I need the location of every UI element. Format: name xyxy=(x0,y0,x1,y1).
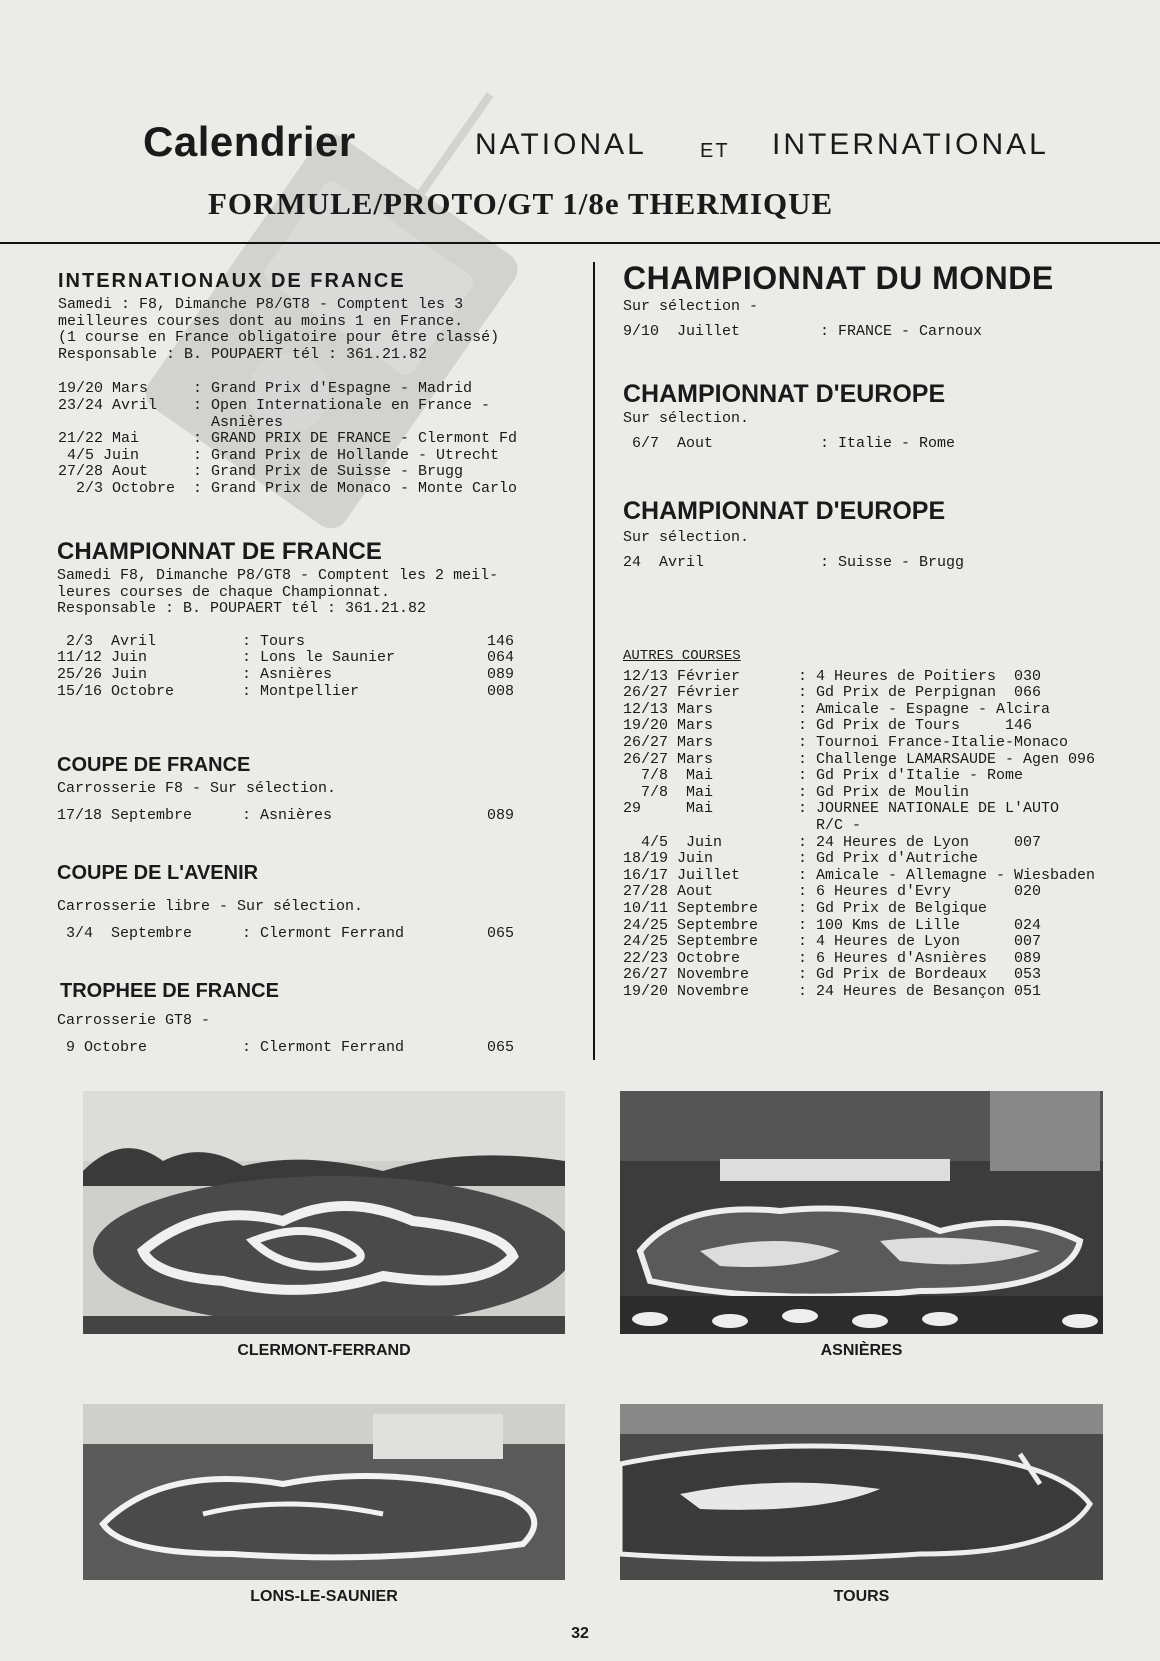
event-row xyxy=(623,818,1153,835)
event-date: 6/7 Aout xyxy=(623,434,714,452)
event-name: Grand Prix de Suisse - Brugg xyxy=(211,463,464,481)
championnat-france-events xyxy=(57,634,587,700)
event-date: 9/10 Juillet xyxy=(623,322,741,340)
event-place: : Clermont Ferrand xyxy=(242,924,405,942)
event-date: 26/27 Mars xyxy=(623,750,714,768)
event-date: 26/27 Novembre xyxy=(623,966,750,984)
championnat-france-title: CHAMPIONNAT DE FRANCE xyxy=(57,538,382,565)
event-date: 24/25 Septembre xyxy=(623,933,759,951)
trophee-intro: Carrosserie GT8 - xyxy=(57,1012,211,1029)
event-row xyxy=(623,835,1153,852)
event-row xyxy=(623,951,1153,968)
internationaux-events xyxy=(58,381,588,497)
event-row xyxy=(57,667,587,684)
event-row xyxy=(623,718,1153,735)
event-sep: : xyxy=(193,446,203,464)
event-row xyxy=(58,398,588,415)
event-name: : Gd Prix de Tours 146 xyxy=(798,717,1033,735)
event-row xyxy=(623,934,1153,951)
intro-line: Samedi F8, Dimanche P8/GT8 - Comptent les 2 meil- xyxy=(57,567,499,584)
event-name: : Gd Prix d'Italie - Rome xyxy=(798,767,1024,785)
event-row xyxy=(58,481,588,498)
europe1-event xyxy=(623,436,1143,453)
event-date: 22/23 Octobre xyxy=(623,949,741,967)
event-code: 146 xyxy=(487,632,515,650)
event-row xyxy=(623,669,1153,686)
caption-asnieres: ASNIÈRES xyxy=(820,1342,903,1359)
event-row xyxy=(623,685,1153,702)
event-date: 4/5 Juin xyxy=(623,833,723,851)
europe1-intro: Sur sélection. xyxy=(623,410,750,427)
caption-clermont: CLERMONT-FERRAND xyxy=(237,1342,411,1359)
event-name: : 24 Heures de Lyon 007 xyxy=(798,833,1042,851)
event-date: 12/13 Mars xyxy=(623,700,714,718)
championnat-france-intro xyxy=(57,568,587,618)
event-place: : Asnières xyxy=(242,665,333,683)
event-code: 065 xyxy=(487,924,515,942)
event-code: 065 xyxy=(487,1038,515,1056)
event-name: : Challenge LAMARSAUDE - Agen 096 xyxy=(798,750,1096,768)
trophee-title: TROPHEE DE FRANCE xyxy=(60,980,279,1002)
coupe-avenir-section xyxy=(57,862,587,942)
event-date: 17/18 Septembre xyxy=(57,806,193,824)
event-name: Grand Prix d'Espagne - Madrid xyxy=(211,380,473,398)
monde-event xyxy=(623,324,1143,341)
intro-line: leures courses de chaque Championnat. xyxy=(57,583,391,601)
event-date: 2/3 Avril xyxy=(57,632,157,650)
intro-line: Responsable : B. POUPAERT tél : 361.21.82 xyxy=(57,600,427,618)
event-name: : JOURNEE NATIONALE DE L'AUTO xyxy=(798,800,1060,818)
event-place: : Lons le Saunier xyxy=(242,649,396,667)
event-date: 26/27 Mars xyxy=(623,733,714,751)
event-row xyxy=(623,752,1153,769)
autres-section xyxy=(623,648,1153,1000)
event-name: : Amicale - Espagne - Alcira xyxy=(798,700,1051,718)
header-divider xyxy=(0,242,1160,244)
event-code: 089 xyxy=(487,806,515,824)
monde-title: CHAMPIONNAT DU MONDE xyxy=(623,260,1054,296)
event-row xyxy=(58,415,588,432)
event-place: : Suisse - Brugg xyxy=(820,553,965,571)
event-date: 7/8 Mai xyxy=(623,767,714,785)
intro-line: Responsable : B. POUPAERT tél : 361.21.82 xyxy=(58,345,428,363)
event-sep: : xyxy=(193,380,203,398)
event-row xyxy=(58,381,588,398)
monde-intro: Sur sélection - xyxy=(623,298,759,315)
event-date: 7/8 Mai xyxy=(623,783,714,801)
event-row xyxy=(623,884,1153,901)
event-date: 24 Avril xyxy=(623,553,705,571)
event-row xyxy=(623,868,1153,885)
event-code: 064 xyxy=(487,649,515,667)
event-date: 16/17 Juillet xyxy=(623,866,741,884)
column-divider xyxy=(593,262,595,1060)
event-date: 12/13 Février xyxy=(623,667,741,685)
europe2-event xyxy=(623,555,1143,572)
event-name: : Tournoi France-Italie-Monaco xyxy=(798,733,1069,751)
event-date: 18/19 Juin xyxy=(623,850,714,868)
event-row xyxy=(623,967,1153,984)
event-date: 2/3 Octobre xyxy=(58,479,176,497)
event-place: : FRANCE - Carnoux xyxy=(820,322,983,340)
event-date: 27/28 Aout xyxy=(58,463,149,481)
title-international: INTERNATIONAL xyxy=(772,128,1049,161)
event-date: 4/5 Juin xyxy=(58,446,140,464)
event-date: 15/16 Octobre xyxy=(57,682,175,700)
event-row xyxy=(623,735,1153,752)
intro-line: meilleures courses dont au moins 1 en France. xyxy=(58,312,464,330)
event-date: 3/4 Septembre xyxy=(57,924,193,942)
europe1-section xyxy=(623,380,1143,452)
event-sep: : xyxy=(193,430,203,448)
event-place: : Clermont Ferrand xyxy=(242,1038,405,1056)
monde-section xyxy=(623,260,1143,340)
event-name: Open Internationale en France - xyxy=(211,396,491,414)
event-date: 19/20 Mars xyxy=(623,717,714,735)
title-et: ET xyxy=(700,140,730,162)
autres-events xyxy=(623,669,1153,1001)
event-code: 008 xyxy=(487,682,515,700)
event-name: R/C - xyxy=(798,816,862,834)
event-name: : Gd Prix de Belgique xyxy=(798,899,988,917)
europe1-title: CHAMPIONNAT D'EUROPE xyxy=(623,380,946,408)
event-row xyxy=(623,801,1153,818)
event-code: 089 xyxy=(487,665,515,683)
coupe-avenir-intro: Carrosserie libre - Sur sélection. xyxy=(57,898,364,915)
event-row xyxy=(623,851,1153,868)
event-sep xyxy=(193,415,211,432)
event-name: GRAND PRIX DE FRANCE - Clermont Fd xyxy=(211,430,518,448)
event-row xyxy=(57,684,587,701)
event-date: 27/28 Aout xyxy=(623,883,714,901)
event-date: 24/25 Septembre xyxy=(623,916,759,934)
event-name: : 6 Heures d'Asnières 089 xyxy=(798,949,1042,967)
event-name: : Amicale - Allemagne - Wiesbaden xyxy=(798,866,1096,884)
event-date xyxy=(58,415,193,432)
event-name: : 6 Heures d'Evry 020 xyxy=(798,883,1042,901)
event-row xyxy=(623,785,1153,802)
event-date: 11/12 Juin xyxy=(57,649,148,667)
coupe-france-title: COUPE DE FRANCE xyxy=(57,754,251,776)
event-date xyxy=(623,818,798,835)
europe2-section xyxy=(623,497,1143,571)
event-place: : Tours xyxy=(242,632,306,650)
event-row xyxy=(623,901,1153,918)
event-sep: : xyxy=(193,396,203,414)
event-row xyxy=(623,768,1153,785)
event-date: 23/24 Avril xyxy=(58,396,158,414)
event-row xyxy=(58,448,588,465)
event-name: Grand Prix de Hollande - Utrecht xyxy=(211,446,500,464)
page-title-calendrier: Calendrier xyxy=(143,118,356,165)
intro-line: (1 course en France obligatoire pour être classé) xyxy=(58,329,500,347)
event-date: 25/26 Juin xyxy=(57,665,148,683)
event-name: : 100 Kms de Lille 024 xyxy=(798,916,1042,934)
caption-lons: LONS-LE-SAUNIER xyxy=(250,1588,398,1605)
intro-line: Samedi : F8, Dimanche P8/GT8 - Comptent les 3 xyxy=(58,296,464,313)
photo-tours xyxy=(620,1404,1103,1580)
event-row xyxy=(57,650,587,667)
europe2-intro: Sur sélection. xyxy=(623,529,750,546)
event-name: : 4 Heures de Lyon 007 xyxy=(798,933,1042,951)
event-name: : 24 Heures de Besançon 051 xyxy=(798,982,1042,1000)
event-row xyxy=(623,984,1153,1001)
championnat-france-section xyxy=(57,538,587,700)
event-place: : Asnières xyxy=(242,806,333,824)
event-row xyxy=(58,431,588,448)
event-date: 19/20 Novembre xyxy=(623,982,750,1000)
photo-asnieres xyxy=(620,1091,1103,1334)
autres-title: AUTRES COURSES xyxy=(623,648,741,664)
event-name: : Gd Prix de Bordeaux 053 xyxy=(798,966,1042,984)
internationaux-intro xyxy=(58,297,588,363)
trophee-event xyxy=(57,1040,590,1057)
internationaux-section xyxy=(58,270,588,498)
event-name: Asnières xyxy=(211,413,284,431)
coupe-france-intro: Carrosserie F8 - Sur sélection. xyxy=(57,780,337,797)
event-sep: : xyxy=(193,463,203,481)
event-sep: : xyxy=(193,479,203,497)
event-date: 9 Octobre xyxy=(57,1038,148,1056)
event-date: 26/27 Février xyxy=(623,684,741,702)
event-row xyxy=(58,464,588,481)
event-name: : Gd Prix d'Autriche xyxy=(798,850,979,868)
photo-clermont-ferrand xyxy=(83,1091,565,1334)
caption-tours: TOURS xyxy=(833,1588,890,1605)
coupe-france-event xyxy=(57,808,587,825)
coupe-avenir-event xyxy=(57,926,587,943)
coupe-france-section xyxy=(57,754,587,824)
event-name: : Gd Prix de Perpignan 066 xyxy=(798,684,1042,702)
title-national: NATIONAL xyxy=(475,128,647,161)
event-row xyxy=(623,702,1153,719)
photo-lons-le-saunier xyxy=(83,1404,565,1580)
event-place: : Montpellier xyxy=(242,682,360,700)
event-date: 19/20 Mars xyxy=(58,380,149,398)
subtitle-formule: FORMULE/PROTO/GT 1/8e THERMIQUE xyxy=(208,186,834,221)
event-date: 21/22 Mai xyxy=(58,430,140,448)
event-name: Grand Prix de Monaco - Monte Carlo xyxy=(211,479,518,497)
event-row xyxy=(57,634,587,651)
page-number: 32 xyxy=(571,1625,589,1642)
event-name: : Gd Prix de Moulin xyxy=(798,783,970,801)
event-date: 10/11 Septembre xyxy=(623,899,759,917)
event-place: : Italie - Rome xyxy=(820,434,956,452)
coupe-avenir-title: COUPE DE L'AVENIR xyxy=(57,862,259,884)
internationaux-title: INTERNATIONAUX DE FRANCE xyxy=(58,270,406,292)
event-name: : 4 Heures de Poitiers 030 xyxy=(798,667,1042,685)
event-row xyxy=(623,918,1153,935)
europe2-title: CHAMPIONNAT D'EUROPE xyxy=(623,497,946,525)
trophee-section xyxy=(57,980,590,1056)
event-date: 29 Mai xyxy=(623,800,714,818)
